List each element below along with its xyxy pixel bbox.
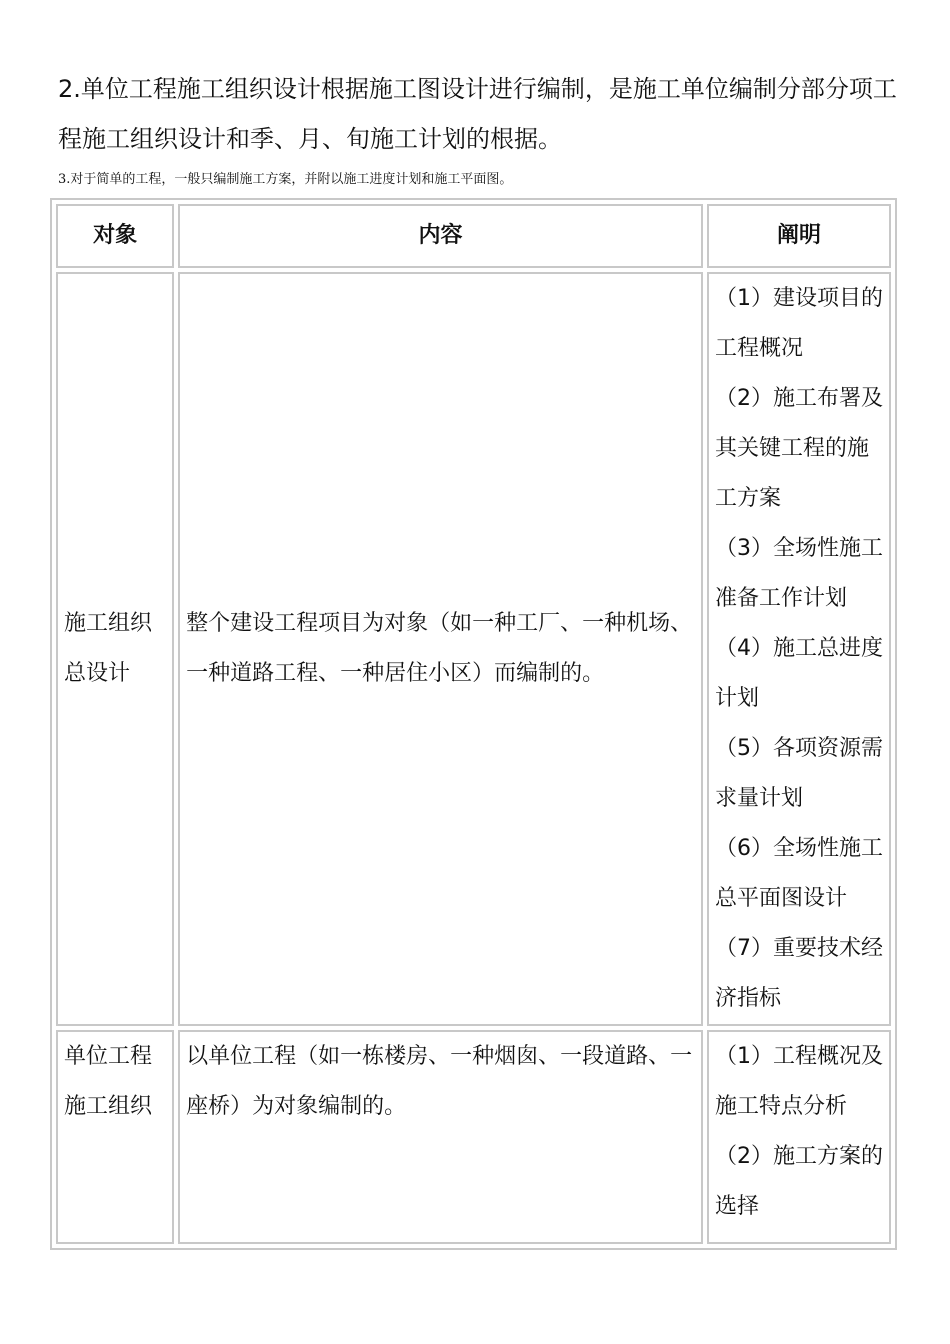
note-item: （4）施工总进度计划 — [714, 636, 883, 711]
row-object-cell: 单位工程施工组织 — [56, 1030, 174, 1244]
table-row — [56, 272, 891, 1026]
header-object: 对象 — [56, 204, 174, 268]
table-header-row — [56, 204, 891, 268]
note-item: （7）重要技术经济指标 — [714, 936, 883, 1011]
intro-paragraph: 2.单位工程施工组织设计根据施工图设计进行编制，是施工单位编制分部分项工程施工组织设计和季、月、旬施工计划的根据。 — [58, 75, 897, 153]
note-item: （1）建设项目的工程概况 — [714, 286, 883, 361]
note-item: （1）工程概况及施工特点分析 — [714, 1044, 883, 1119]
note-item: （6）全场性施工总平面图设计 — [714, 836, 883, 911]
header-content: 内容 — [178, 204, 703, 268]
comparison-table — [50, 198, 897, 1250]
row-content-cell: 以单位工程（如一栋楼房、一种烟囱、一段道路、一座桥）为对象编制的。 — [178, 1030, 703, 1244]
header-explanation: 阐明 — [707, 204, 891, 268]
note-item: （2）施工布署及其关键工程的施工方案 — [714, 386, 883, 511]
row-notes-cell — [707, 1030, 891, 1244]
note-item: （2）施工方案的选择 — [714, 1144, 883, 1219]
row-content-cell: 整个建设工程项目为对象（如一种工厂、一种机场、一种道路工程、一种居住小区）而编制的。 — [178, 272, 703, 1026]
note-item: （5）各项资源需求量计划 — [714, 736, 883, 811]
table-row — [56, 1030, 891, 1244]
note-paragraph: 3.对于简单的工程，一般只编制施工方案，并附以施工进度计划和施工平面图。 — [58, 172, 513, 187]
row-notes-cell — [707, 272, 891, 1026]
note-item: （3）全场性施工准备工作计划 — [714, 536, 883, 611]
row-object-cell: 施工组织总设计 — [56, 272, 174, 1026]
